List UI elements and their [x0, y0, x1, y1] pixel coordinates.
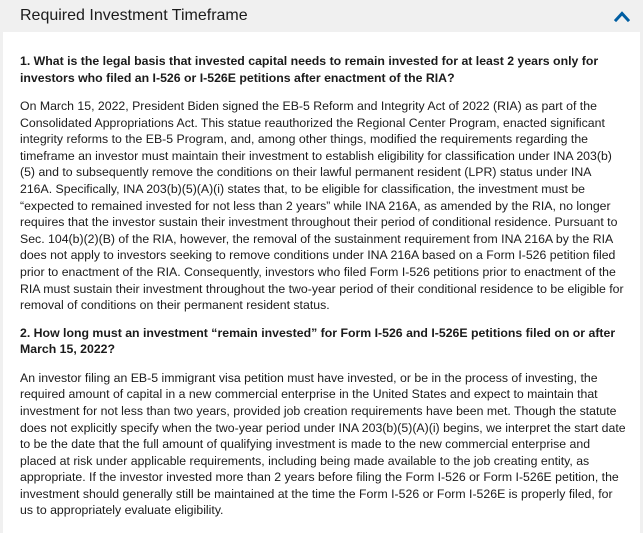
accordion-title: Required Investment Timeframe	[20, 7, 248, 24]
accordion-content	[0, 32, 643, 533]
faq-answer-2: An investor filing an EB-5 immigrant visa petition must have invested, or be in the process of investing, the required amount of capital in a new commercial enterprise in the United States and expect to maintain that investment for not less than two years, provided job creation requirements have been met. Though the statute does not explicitly specify when the two-year period under INA 203(b)(5)(A)(i) begins, we interpret the start date to be the date that the full amount of qualifying investment is made to the new commercial enterprise and placed at risk under applicable requirements, including being made available to the job creating entity, as appropriate. If the investor invested more than 2 years before filing the Form I-526 or Form I-526E petition, the investment should generally still be maintained at the time the Form I-526 or Form I-526E is properly filed, for us to appropriately evaluate eligibility.	[20, 370, 626, 518]
faq-question-1: 1. What is the legal basis that invested capital needs to remain invested for at least 2 years only for investors who filed an I-526 or I-526E petitions after enactment of the RIA?	[20, 54, 599, 85]
chevron-up-icon[interactable]	[613, 7, 631, 25]
faq-answer-1: On March 15, 2022, President Biden signed the EB-5 Reform and Integrity Act of 2022 (RIA) as part of the Consolidated Appropriations Act. This statue reauthorized the Regional Center Program, enacted significant integrity reforms to the EB-5 Program, and, among other things, modified the requirements regarding the timeframe an investor must maintain their investment to establish eligibility for classification under INA 203(b)(5) and to subsequently remove the conditions on their lawful permanent resident (LPR) status under INA 216A. Specifically, INA 203(b)(5)(A)(i) states that, to be eligible for classification, the investment must be “expected to remained invested for not less than 2 years” while INA 216A, as amended by the RIA, no longer requires that the investor sustain their investment throughout their period of conditional residence. Pursuant to Sec. 104(b)(2)(B) of the RIA, however, the removal of the sustainment requirement from INA 216A by the RIA does not apply to investors seeking to remove conditions under INA 216A based on a Form I-526 petition filed prior to enactment of the RIA. Consequently, investors who filed Form I-526 petitions prior to enactment of the RIA must sustain their investment throughout the two-year period of their conditional residence to be eligible for removal of conditions on their permanent resident status.	[20, 99, 624, 313]
faq-question-2: 2. How long must an investment “remain invested” for Form I-526 and I-526E petitions filed on or after March 15, 2022?	[20, 325, 616, 357]
accordion-header[interactable]	[0, 0, 643, 32]
